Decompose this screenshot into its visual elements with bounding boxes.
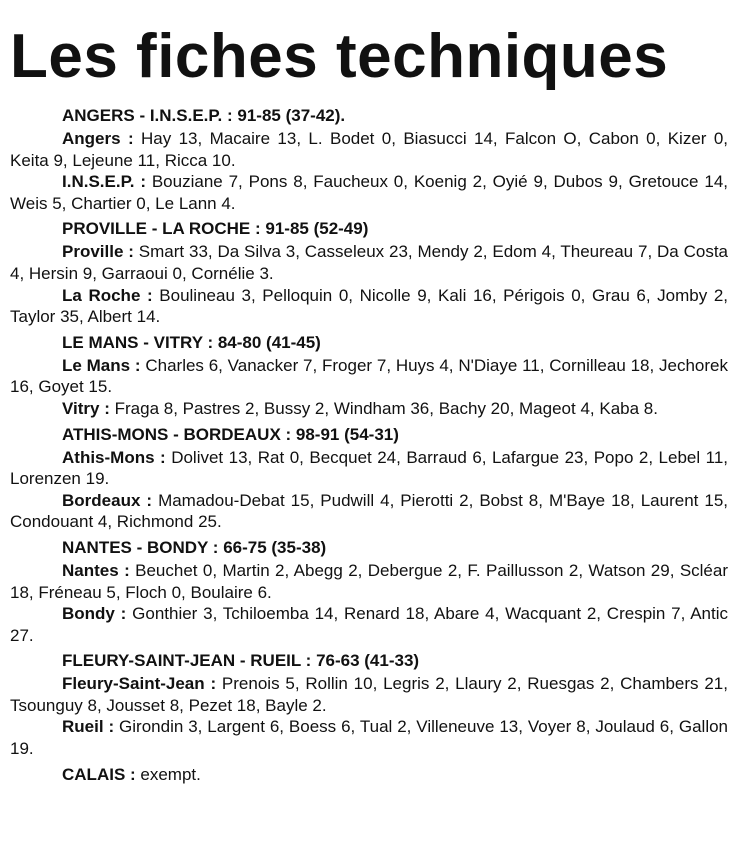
team-name: Rueil bbox=[62, 717, 104, 737]
team-lineup: Nantes : Beuchet 0, Martin 2, Abegg 2, Debergue 2, F. Paillusson 2, Watson 29, Scléar 18, Fréneau 5, Floch 0, Boulaire 6. bbox=[10, 560, 729, 602]
page-title: Les fiches techniques bbox=[10, 22, 669, 91]
exempt-header: CALAIS : exempt. bbox=[62, 764, 201, 784]
player-scores: Dolivet 13, Rat 0, Becquet 24, Barraud 6, Lafargue 23, Popo 2, Lebel 11, Lorenzen 19. bbox=[10, 447, 729, 489]
team-lineup: Angers : Hay 13, Macaire 13, L. Bodet 0, Biasucci 14, Falcon O, Cabon 0, Kizer 0, Keita 9, Lejeune 11, Ricca 10. bbox=[10, 129, 729, 170]
team-name: Bordeaux bbox=[62, 490, 141, 510]
match-header: PROVILLE - LA ROCHE : 91-85 (52-49) bbox=[62, 219, 369, 239]
team-lineup: I.N.S.E.P. : Bouziane 7, Pons 8, Faucheux 0, Koenig 2, Oyié 9, Dubos 9, Gretouce 14, Weis 5, Chartier 0, Le Lann 4. bbox=[10, 172, 728, 213]
team-name: I.N.S.E.P. bbox=[62, 172, 135, 192]
team-name: Angers bbox=[62, 129, 121, 148]
exempt-status: exempt. bbox=[140, 764, 201, 784]
match-header: ATHIS-MONS - BORDEAUX : 98-91 (54-31) bbox=[62, 424, 399, 444]
team-lineup: Rueil : Girondin 3, Largent 6, Boess 6, Tual 2, Villeneuve 13, Voyer 8, Joulaud 6, Gallon 19. bbox=[10, 717, 729, 759]
team-lineup: Vitry : Fraga 8, Pastres 2, Bussy 2, Windham 36, Bachy 20, Mageot 4, Kaba 8. bbox=[62, 398, 658, 418]
team-name: Vitry bbox=[62, 398, 100, 418]
team-name: Bondy bbox=[62, 604, 115, 624]
match-block-1 bbox=[10, 105, 728, 214]
exempt-team-name: CALAIS bbox=[62, 764, 126, 784]
team-name: Nantes bbox=[62, 560, 119, 580]
player-scores: Prenois 5, Rollin 10, Legris 2, Llaury 2, Ruesgas 2, Chambers 21, Tsounguy 8, Jousset 8, Pezet 18, Bayle 2. bbox=[10, 674, 728, 715]
match-header: NANTES - BONDY : 66-75 (35-38) bbox=[62, 537, 327, 557]
player-scores: Smart 33, Da Silva 3, Casseleux 23, Mendy 2, Edom 4, Theureau 7, Da Costa 4, Hersin 9, Garraoui 0, Cornélie 3. bbox=[10, 242, 729, 283]
team-lineup: Le Mans : Charles 6, Vanacker 7, Froger 7, Huys 4, N'Diaye 11, Cornilleau 18, Jechorek 16, Goyet 15. bbox=[10, 355, 728, 397]
team-name: Athis-Mons bbox=[62, 447, 155, 467]
player-scores: Hay 13, Macaire 13, L. Bodet 0, Biasucci 14, Falcon O, Cabon 0, Kizer 0, Keita 9, Lejeune 11, Ricca 10. bbox=[10, 129, 729, 170]
match-block-6 bbox=[10, 650, 728, 759]
player-scores: Gonthier 3, Tchiloemba 14, Renard 18, Abare 4, Wacquant 2, Crespin 7, Antic 27. bbox=[10, 604, 728, 645]
player-scores: Girondin 3, Largent 6, Boess 6, Tual 2, Villeneuve 13, Voyer 8, Joulaud 6, Gallon 19. bbox=[10, 717, 729, 759]
match-header: FLEURY-SAINT-JEAN - RUEIL : 76-63 (41-33) bbox=[62, 651, 420, 671]
player-scores: Boulineau 3, Pelloquin 0, Nicolle 9, Kali 16, Périgois 0, Grau 6, Jomby 2, Taylor 35, Albert 14. bbox=[10, 285, 729, 327]
player-scores: Beuchet 0, Martin 2, Abegg 2, Debergue 2, F. Paillusson 2, Watson 29, Scléar 18, Fréneau 5, Floch 0, Boulaire 6. bbox=[10, 560, 729, 602]
match-block-5 bbox=[10, 537, 728, 646]
player-scores: Charles 6, Vanacker 7, Froger 7, Huys 4, N'Diaye 11, Cornilleau 18, Jechorek 16, Goyet 15. bbox=[10, 355, 728, 397]
player-scores: Fraga 8, Pastres 2, Bussy 2, Windham 36, Bachy 20, Mageot 4, Kaba 8. bbox=[114, 398, 658, 418]
team-lineup: Bordeaux : Mamadou-Debat 15, Pudwill 4, Pierotti 2, Bobst 8, M'Baye 18, Laurent 15, Condouant 4, Richmond 25. bbox=[10, 490, 728, 532]
team-lineup: Bondy : Gonthier 3, Tchiloemba 14, Renard 18, Abare 4, Wacquant 2, Crespin 7, Antic 27. bbox=[10, 604, 728, 645]
team-lineup: Athis-Mons : Dolivet 13, Rat 0, Becquet 24, Barraud 6, Lafargue 23, Popo 2, Lebel 11, Lorenzen 19. bbox=[10, 447, 729, 489]
match-results bbox=[10, 105, 728, 789]
team-name: Proville bbox=[62, 242, 124, 262]
match-header: LE MANS - VITRY : 84-80 (41-45) bbox=[62, 332, 321, 352]
team-lineup: Proville : Smart 33, Da Silva 3, Casseleux 23, Mendy 2, Edom 4, Theureau 7, Da Costa 4, Hersin 9, Garraoui 0, Cornélie 3. bbox=[10, 242, 729, 283]
team-lineup: La Roche : Boulineau 3, Pelloquin 0, Nicolle 9, Kali 16, Périgois 0, Grau 6, Jomby 2, Taylor 35, Albert 14. bbox=[10, 285, 729, 327]
player-scores: Bouziane 7, Pons 8, Faucheux 0, Koenig 2, Oyié 9, Dubos 9, Gretouce 14, Weis 5, Chartier 0, Le Lann 4. bbox=[10, 172, 728, 213]
match-block-3 bbox=[10, 332, 728, 420]
exempt-line bbox=[10, 764, 728, 785]
team-lineup: Fleury-Saint-Jean : Prenois 5, Rollin 10, Legris 2, Llaury 2, Ruesgas 2, Chambers 21, Tsounguy 8, Jousset 8, Pezet 18, Bayle 2. bbox=[10, 674, 728, 715]
match-header: ANGERS - I.N.S.E.P. : 91-85 (37-42). bbox=[62, 106, 346, 125]
team-name: Fleury-Saint-Jean bbox=[62, 674, 205, 694]
match-block-4 bbox=[10, 424, 728, 533]
team-name: La Roche bbox=[62, 285, 141, 305]
player-scores: Mamadou-Debat 15, Pudwill 4, Pierotti 2, Bobst 8, M'Baye 18, Laurent 15, Condouant 4, Richmond 25. bbox=[10, 490, 728, 532]
match-block-2 bbox=[10, 218, 728, 327]
team-name: Le Mans bbox=[62, 355, 131, 375]
